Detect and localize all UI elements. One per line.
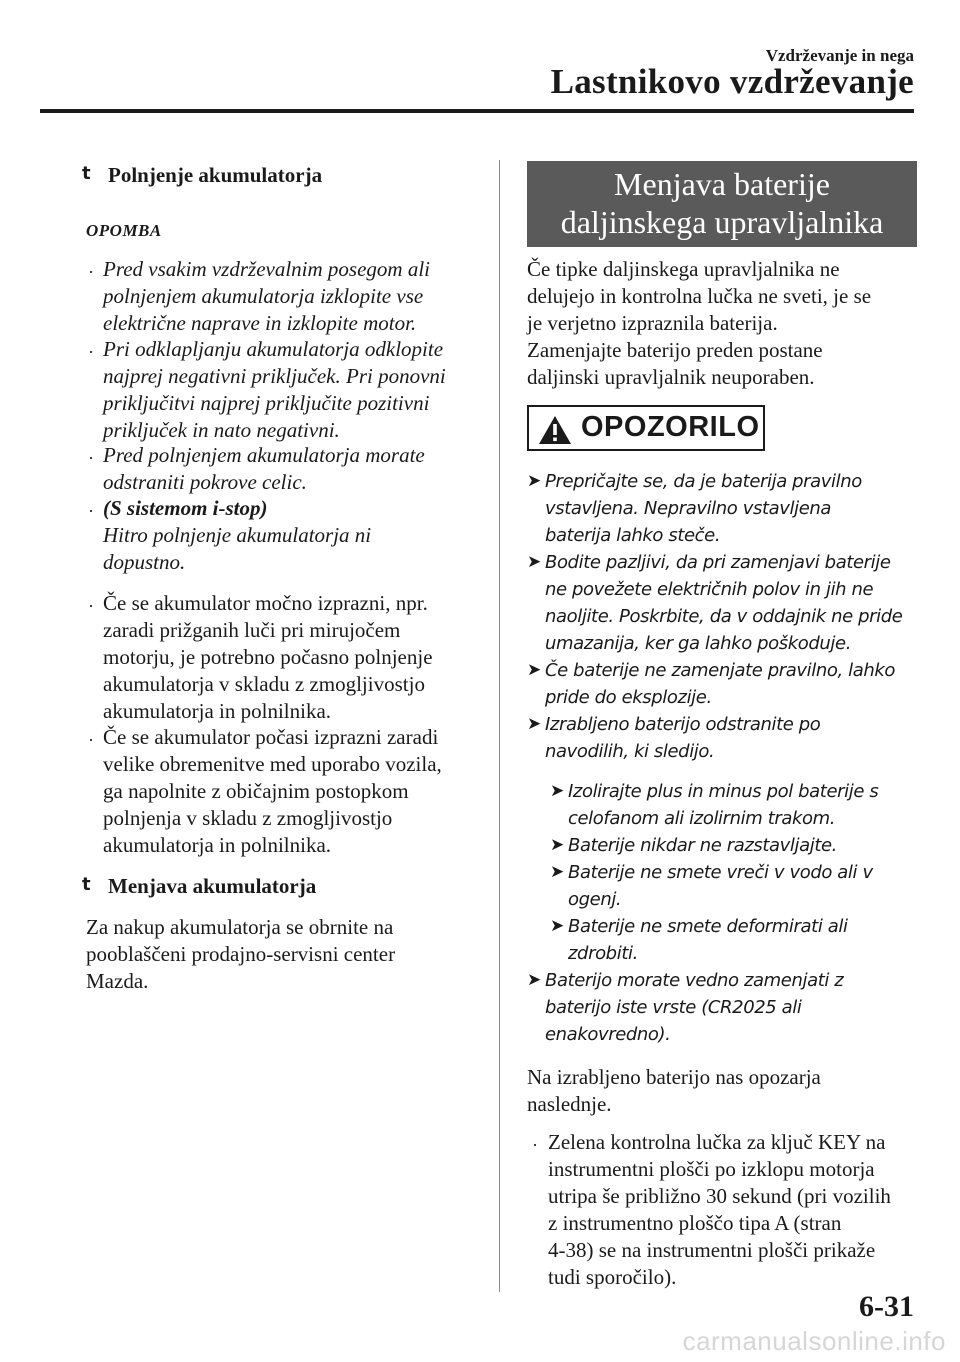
bullet-dot: · bbox=[88, 596, 94, 616]
arrow-bullet-icon: ➤ bbox=[527, 660, 542, 680]
warning-label-box bbox=[527, 405, 765, 451]
body-line: akumulatorja in polnilnika. bbox=[103, 699, 332, 723]
sub-warning-line: zdrobiti. bbox=[568, 943, 638, 964]
warning-line: baterijo iste vrste (CR2025 ali bbox=[545, 997, 802, 1018]
warning-triangle-icon bbox=[537, 414, 573, 446]
sub-warning-line: Baterije nikdar ne razstavljajte. bbox=[568, 835, 838, 856]
warning-line: Baterijo morate vedno zamenjati z bbox=[545, 970, 844, 991]
body-line: naslednje. bbox=[527, 1092, 612, 1116]
note-line: polnjenjem akumulatorja izklopite vse bbox=[103, 284, 424, 308]
warning-line: vstavljena. Nepravilno vstavljena bbox=[545, 498, 832, 519]
body-line: zaradi prižganih luči pri mirujočem bbox=[103, 618, 401, 642]
body-line: polnjenja v skladu z zmogljivostjo bbox=[103, 806, 393, 830]
section-title-box bbox=[527, 161, 917, 247]
note-line: Pri odklapljanju akumulatorja odklopite bbox=[103, 337, 444, 361]
replace-heading bbox=[82, 874, 317, 899]
note-line: dopustno. bbox=[103, 550, 186, 574]
sub-warning-line: Izolirajte plus in minus pol baterije s bbox=[568, 781, 879, 802]
header-divider bbox=[40, 109, 914, 113]
sub-warning-line: Baterije ne smete vreči v vodo ali v bbox=[568, 862, 873, 883]
arrow-bullet-icon: ➤ bbox=[527, 471, 542, 491]
note-line: električne naprave in izklopite motor. bbox=[103, 311, 417, 335]
note-line: priključek in nato negativni. bbox=[103, 418, 340, 442]
column-divider bbox=[499, 160, 500, 1292]
warning-label: OPOZORILO bbox=[581, 411, 760, 443]
warning-line: Bodite pazljivi, da pri zamenjavi baterije bbox=[545, 552, 891, 573]
bullet-dot: · bbox=[532, 1135, 538, 1155]
warning-line: pride do eksplozije. bbox=[545, 687, 712, 708]
charging-heading bbox=[82, 163, 323, 188]
body-line: daljinski upravljalnik neuporaben. bbox=[527, 365, 815, 389]
body-line: akumulatorja in polnilnika. bbox=[103, 833, 332, 857]
body-line: utripa še približno 30 sekund (pri vozilih bbox=[548, 1184, 891, 1208]
note-line: priključitvi najprej priključite pozitivni bbox=[103, 391, 430, 415]
arrow-bullet-icon: ➤ bbox=[550, 835, 565, 855]
section-marker-icon: t bbox=[82, 163, 91, 184]
note-line: Pred polnjenjem akumulatorja morate bbox=[103, 443, 425, 467]
section-name: Vzdrževanje in nega bbox=[765, 46, 914, 65]
arrow-bullet-icon: ➤ bbox=[550, 916, 565, 936]
warning-line: ne povežete električnih polov in jih ne bbox=[545, 579, 874, 600]
sub-warning-line: celofanom ali izolirnim trakom. bbox=[568, 808, 836, 829]
note-label: OPOMBA bbox=[86, 221, 162, 240]
arrow-bullet-icon: ➤ bbox=[527, 552, 542, 572]
body-line: delujejo in kontrolna lučka ne sveti, je se bbox=[527, 284, 872, 308]
warning-line: Prepričajte se, da je baterija pravilno bbox=[545, 471, 862, 492]
note-line: najprej negativni priključek. Pri ponovni bbox=[103, 364, 446, 388]
body-line: je verjetno izpraznila baterija. bbox=[527, 311, 778, 335]
body-line: z instrumentno ploščo tipa A (stran bbox=[548, 1211, 842, 1235]
charging-heading-text: Polnjenje akumulatorja bbox=[108, 163, 323, 187]
bullet-dot: · bbox=[88, 730, 94, 750]
body-line: Zelena kontrolna lučka za ključ KEY na bbox=[548, 1130, 886, 1154]
replace-heading-text: Menjava akumulatorja bbox=[108, 874, 317, 898]
arrow-bullet-icon: ➤ bbox=[527, 714, 542, 734]
body-line: motorju, je potrebno počasno polnjenje bbox=[103, 645, 433, 669]
body-line: Za nakup akumulatorja se obrnite na bbox=[86, 915, 394, 939]
body-line: Če se akumulator močno izprazni, npr. bbox=[103, 591, 428, 615]
bullet-dot: · bbox=[88, 501, 94, 521]
arrow-bullet-icon: ➤ bbox=[550, 862, 565, 882]
warning-line: naoljite. Poskrbite, da v oddajnik ne pride bbox=[545, 606, 903, 627]
section-title-line: daljinskega upravljalnika bbox=[560, 204, 884, 240]
page-number: 6-31 bbox=[859, 1290, 914, 1323]
section-title-line: Menjava baterije bbox=[614, 166, 830, 202]
arrow-bullet-icon: ➤ bbox=[527, 970, 542, 990]
body-line: Če tipke daljinskega upravljalnika ne bbox=[527, 257, 840, 281]
body-line: Mazda. bbox=[86, 969, 149, 993]
sub-warning-line: Baterije ne smete deformirati ali bbox=[568, 916, 848, 937]
body-line: Na izrabljeno baterijo nas opozarja bbox=[527, 1065, 821, 1089]
body-line: akumulatorja v skladu z zmogljivostjo bbox=[103, 672, 425, 696]
watermark: carmanualsonline.info bbox=[682, 1326, 946, 1356]
note-line: (S sistemom i-stop) bbox=[103, 496, 268, 520]
body-line: velike obremenitve med uporabo vozila, bbox=[103, 752, 442, 776]
bullet-dot: · bbox=[88, 262, 94, 282]
bullet-dot: · bbox=[88, 342, 94, 362]
warning-line: enakovredno). bbox=[545, 1024, 671, 1045]
page-title: Lastnikovo vzdrževanje bbox=[550, 62, 914, 101]
bullet-dot: · bbox=[88, 448, 94, 468]
body-line: instrumentni plošči po izklopu motorja bbox=[548, 1157, 875, 1181]
note-line: Hitro polnjenje akumulatorja ni bbox=[103, 523, 372, 547]
body-line: tudi sporočilo). bbox=[548, 1265, 677, 1289]
warning-line: baterija lahko steče. bbox=[545, 525, 721, 546]
warning-line: Če baterije ne zamenjate pravilno, lahko bbox=[545, 660, 895, 681]
arrow-bullet-icon: ➤ bbox=[550, 781, 565, 801]
body-line: pooblaščeni prodajno-servisni center bbox=[86, 942, 396, 966]
note-line: Pred vsakim vzdrževalnim posegom ali bbox=[103, 257, 430, 281]
sub-warning-line: ogenj. bbox=[568, 889, 622, 910]
section-marker-icon: t bbox=[82, 874, 91, 895]
body-line: ga napolnite z običajnim postopkom bbox=[103, 779, 409, 803]
warning-line: navodilih, ki sledijo. bbox=[545, 741, 715, 762]
note-line: odstraniti pokrove celic. bbox=[103, 470, 307, 494]
warning-line: Izrabljeno baterijo odstranite po bbox=[545, 714, 821, 735]
body-line: Zamenjajte baterijo preden postane bbox=[527, 338, 823, 362]
body-line: 4-38) se na instrumentni plošči prikaže bbox=[548, 1238, 876, 1262]
body-line: Če se akumulator počasi izprazni zaradi bbox=[103, 725, 439, 749]
warning-line: umazanija, ker ga lahko poškoduje. bbox=[545, 633, 852, 654]
